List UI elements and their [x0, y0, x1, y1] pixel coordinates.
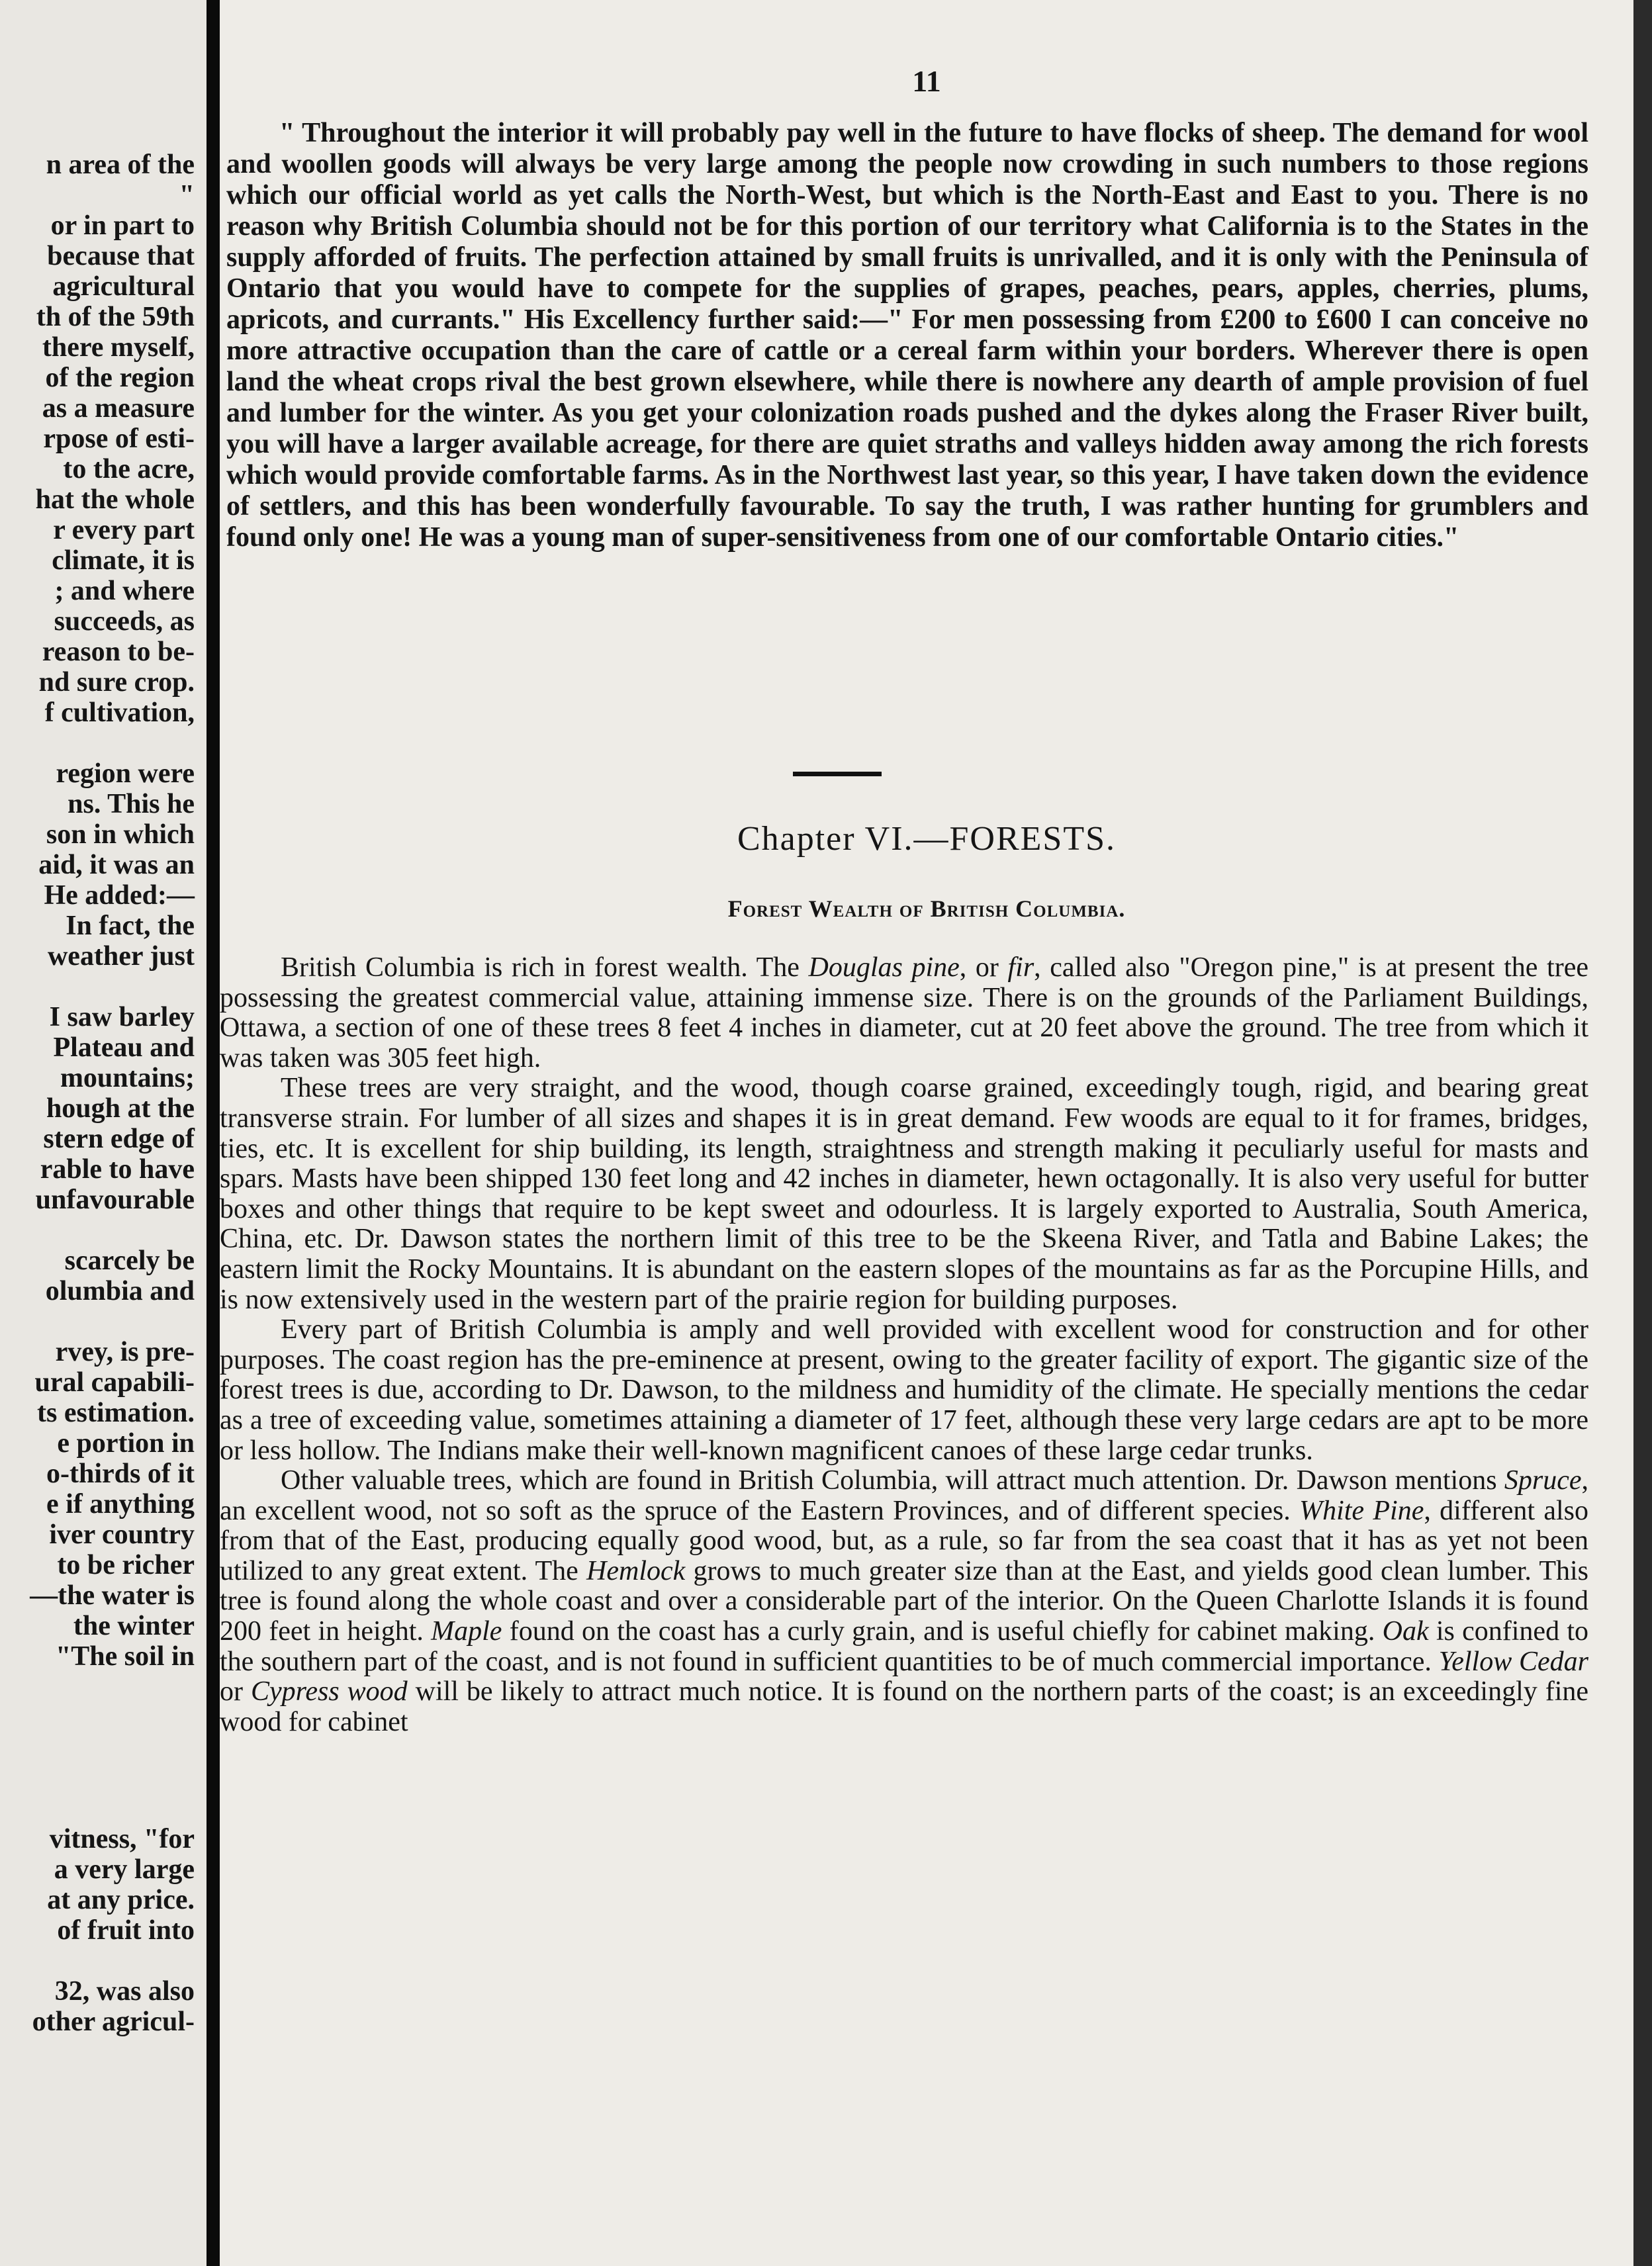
facing-page-line: stern edge of — [43, 1124, 195, 1154]
quote-paragraph: " Throughout the interior it will probably pay well in the future to have flocks of sheep. The demand for wool and woollen goods will always be very large among the people now crowding in such numbers to those regions which our official world as yet calls the North-West, but which is the North-East and East to you. There is no reason why British Columbia should not be for this portion of our territory what California is to the States in the supply afforded of fruits. The perfection attained by small fruits is unrivalled, and it is only with the Peninsula of Ontario that you would have to compete for the supplies of grapes, peaches, pears, apples, cherries, plums, apricots, and currants." His Excellency further said:—" For men possessing from £200 to £600 I can conceive no more attractive occupation than the care of cattle or a cereal farm within your borders. Wherever there is open land the wheat crops rival the best grown elsewhere, while there is nowhere any dearth of ample provision of fuel and lumber for the winter. As you get your colonization roads pushed and the dykes along the Fraser River built, you will have a larger available acreage, for there are quiet straths and valleys hidden away among the rich forests which would provide comfortable farms. As in the Northwest last year, so this year, I have taken down the evidence of settlers, and this has been wonderfully favourable. To say the truth, I was rather hunting for grumblers and found only one! He was a young man of super-sensitiveness from one of our comfortable Ontario cities." — [226, 118, 1588, 553]
facing-page-line: the winter — [73, 1611, 195, 1641]
facing-page-line: rable to have — [40, 1154, 195, 1185]
facing-page-line: He added:— — [44, 880, 195, 911]
facing-page-line: vitness, "for — [49, 1824, 195, 1854]
facing-page-line: " — [179, 180, 195, 210]
book-gutter — [206, 0, 220, 2266]
facing-page-line: ural capabili- — [34, 1367, 195, 1398]
facing-page-line — [0, 1672, 195, 1702]
facing-page-line: at any price. — [47, 1885, 195, 1915]
facing-page-line: scarcely be — [64, 1246, 195, 1276]
facing-page-line: iver country — [49, 1519, 195, 1550]
facing-page-line: rvey, is pre- — [55, 1337, 195, 1367]
facing-page-line: rpose of esti- — [43, 424, 195, 454]
facing-page-line: as a measure — [42, 393, 195, 424]
facing-page-line: to be richer — [57, 1550, 195, 1580]
facing-page-line: Plateau and — [53, 1032, 195, 1063]
facing-page-line: other agricul- — [32, 2007, 195, 2037]
facing-page-line: r every part — [53, 515, 195, 545]
facing-page-line: nd sure crop. — [38, 667, 195, 698]
paragraph-wood-supply: Every part of British Columbia is amply and well provided with excellent wood for construction and for other purposes. The coast region has the pre-eminence at present, owing to the greater facility of export. The gigantic size of the forest trees is due, according to Dr. Dawson, to the mildness and humidity of the climate. He specially mentions the cedar as a tree of exceeding value, sometimes attaining a diameter of 17 feet, although these very large cedars are apt to be more or less hollow. The Indians make their well-known magnificent canoes of these large cedar trunks. — [220, 1314, 1588, 1466]
facing-page-line: succeeds, as — [54, 606, 195, 637]
facing-page-line: I saw barley — [49, 1002, 195, 1032]
facing-page-line: ns. This he — [68, 789, 195, 819]
facing-page-line: ts estimation. — [37, 1398, 195, 1428]
page-edge-right — [1633, 0, 1652, 2266]
facing-page-line: to the acre, — [63, 454, 195, 484]
facing-page-line — [0, 1702, 195, 1733]
paragraph-tree-properties: These trees are very straight, and the wood, though coarse grained, exceedingly tough, rigid, and bearing great transverse strain. For lumber of all sizes and shapes it is in great demand. Few woods are equal to it for frames, bridges, ties, etc. It is excellent for ship building, its length, straightness and strength making it peculiarly useful for masts and spars. Masts have been shipped 130 feet long and 42 inches in diameter, hewn octagonally. It is also very useful for butter boxes and other things that require to be kept sweet and odourless. It is largely exported to Australia, South America, China, etc. Dr. Dawson states the northern limit of this tree to be the Skeena River, and Tatla and Babine Lakes; the eastern limit the Rocky Mountains. It is abundant on the eastern slopes of the mountains as far as the Porcupine Hills, and is now extensively used in the western part of the prairie region for building purposes. — [220, 1073, 1588, 1315]
facing-page-line: region were — [56, 758, 195, 789]
facing-page-line — [0, 1215, 195, 1246]
facing-page-line: hough at the — [46, 1093, 195, 1124]
facing-page-line: th of the 59th — [36, 302, 195, 332]
facing-page-line: n area of the — [46, 150, 195, 180]
facing-page-line: e portion in — [57, 1428, 195, 1459]
paragraph-douglas-pine: British Columbia is rich in forest wealth. The Douglas pine, or fir, called also "Oregon pine," is at present the tree possessing the greatest commercial value, attaining immense size. There is on the grounds of the Parliament Buildings, Ottawa, a section of one of these trees 8 feet 4 inches in diameter, cut at 20 feet above the ground. The tree from which it was taken was 305 feet high. — [220, 952, 1588, 1073]
facing-page-line: reason to be- — [42, 637, 195, 667]
facing-page-line: ; and where — [54, 576, 195, 606]
facing-page-line: because that — [47, 241, 195, 271]
facing-page-left — [0, 0, 206, 2266]
facing-page-line: o-thirds of it — [46, 1459, 195, 1489]
facing-page-line: mountains; — [60, 1063, 195, 1093]
facing-page-line: of fruit into — [57, 1915, 195, 1946]
facing-page-line: e if anything — [46, 1489, 195, 1519]
facing-page-line: son in which — [46, 819, 195, 850]
facing-page-line — [0, 1793, 195, 1824]
facing-page-line — [0, 1763, 195, 1793]
facing-page-line: there myself, — [42, 332, 195, 363]
facing-page-line: 32, was also — [54, 1976, 195, 2007]
facing-page-line — [0, 972, 195, 1002]
facing-page-line — [0, 1306, 195, 1337]
section-title: Forest Wealth of British Columbia. — [727, 895, 1126, 922]
facing-page-text — [0, 150, 195, 2037]
facing-page-line — [0, 1946, 195, 1976]
page — [220, 0, 1633, 2266]
paragraph-other-trees: Other valuable trees, which are found in British Columbia, will attract much attention. Dr. Dawson mentions Spruce, an excellent wood, not so soft as the spruce of the Eastern Provinces, and of different species. White Pine, different also from that of the East, producing equally good wood, but, as a rule, so far from the sea coast that it has as yet not been utilized to any great extent. The Hemlock grows to much greater size than at the East, and yields good clean lumber. This tree is found along the whole coast and over a considerable part of the interior. On the Queen Charlotte Islands it is found 200 feet in height. Maple found on the coast has a curly grain, and is useful chiefly for cabinet making. Oak is confined to the southern part of the coast, and is not found in sufficient quantities to be of much commercial importance. Yellow Cedar or Cypress wood will be likely to attract much notice. It is found on the northern parts of the coast; is an exceedingly fine wood for cabinet — [220, 1465, 1589, 1737]
body-text — [220, 953, 1588, 1737]
section-divider — [793, 772, 882, 776]
page-number: 11 — [912, 64, 941, 98]
facing-page-line: —the water is — [30, 1580, 195, 1611]
facing-page-line: In fact, the — [66, 911, 195, 941]
chapter-title: Chapter VI.—FORESTS. — [737, 820, 1117, 858]
facing-page-line: of the region — [45, 363, 195, 393]
facing-page-line: aid, it was an — [38, 850, 195, 880]
facing-page-line: agricultural — [52, 271, 195, 302]
facing-page-line — [0, 728, 195, 758]
facing-page-line: f cultivation, — [44, 698, 195, 728]
facing-page-line — [0, 1733, 195, 1763]
facing-page-line: weather just — [47, 941, 195, 972]
facing-page-line: olumbia and — [45, 1276, 195, 1306]
facing-page-line: climate, it is — [52, 545, 195, 576]
facing-page-line: or in part to — [50, 210, 195, 241]
facing-page-line: hat the whole — [35, 484, 195, 515]
facing-page-line: a very large — [54, 1854, 195, 1885]
facing-page-line: "The soil in — [55, 1641, 195, 1672]
facing-page-line: unfavourable — [35, 1185, 195, 1215]
